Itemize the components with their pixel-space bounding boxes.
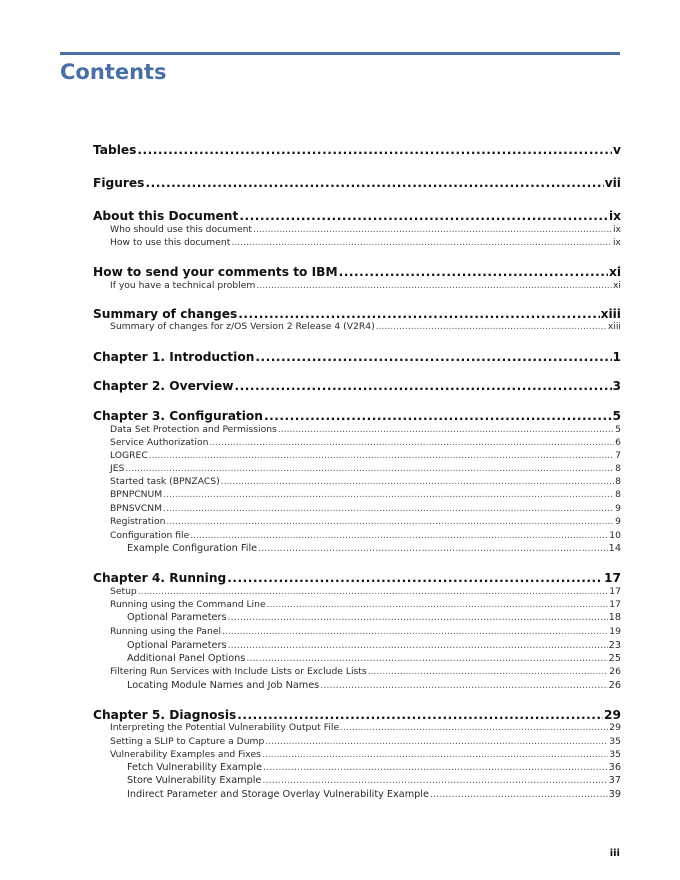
- toc-chapter-entry[interactable]: [93, 571, 621, 585]
- toc-section-entry[interactable]: [93, 749, 621, 760]
- toc-leader-dots: [166, 516, 614, 527]
- toc-leader-dots: [263, 762, 608, 773]
- page-number: iii: [609, 848, 620, 859]
- toc-leader-dots: [163, 503, 614, 514]
- toc-entry-label: Indirect Parameter and Storage Overlay Vulnerability Example: [127, 789, 429, 800]
- toc-entry-label: Started task (BPNZACS): [110, 476, 220, 487]
- toc-leader-dots: [231, 237, 612, 248]
- toc-section-entry[interactable]: [93, 450, 621, 461]
- toc-entry-page: 8: [615, 463, 621, 474]
- toc-entry-page: ix: [613, 224, 621, 235]
- toc-entry-page: 17: [609, 599, 621, 610]
- toc-leader-dots: [237, 708, 603, 722]
- toc-entry-page: 17: [604, 571, 621, 585]
- toc-entry-label: Interpreting the Potential Vulnerability Output File: [110, 722, 340, 733]
- toc-entry-label: Fetch Vulnerability Example: [127, 762, 263, 773]
- toc-entry-page: xi: [608, 265, 621, 279]
- toc-leader-dots: [430, 789, 608, 800]
- toc-entry-label: About this Document: [93, 209, 239, 223]
- toc-section-entry[interactable]: [93, 586, 621, 597]
- toc-subsection-entry[interactable]: [93, 543, 621, 554]
- toc-leader-dots: [376, 321, 607, 332]
- toc-entry-page: 10: [609, 530, 621, 541]
- toc-entry-label: Chapter 1. Introduction: [93, 350, 255, 364]
- toc-subsection-entry[interactable]: [93, 762, 621, 773]
- toc-entry-label: Registration: [110, 516, 166, 527]
- toc-chapter-entry[interactable]: [93, 143, 621, 157]
- toc-entry-page: 6: [615, 437, 621, 448]
- toc-entry-page: 9: [615, 503, 621, 514]
- toc-entry-label: Summary of changes: [93, 307, 238, 321]
- toc-entry-label: If you have a technical problem: [110, 280, 256, 291]
- toc-chapter-entry[interactable]: [93, 379, 621, 393]
- toc-section-entry[interactable]: [93, 476, 621, 487]
- toc-leader-dots: [238, 307, 599, 321]
- toc-leader-dots: [264, 409, 612, 423]
- toc-leader-dots: [190, 530, 608, 541]
- toc-subsection-entry[interactable]: [93, 612, 621, 623]
- toc-entry-label: JES: [110, 463, 125, 474]
- toc-leader-dots: [138, 586, 609, 597]
- toc-leader-dots: [255, 350, 611, 364]
- toc-leader-dots: [221, 476, 614, 487]
- toc-leader-dots: [265, 736, 608, 747]
- toc-subsection-entry[interactable]: [93, 680, 621, 691]
- toc-entry-page: xiii: [600, 307, 621, 321]
- toc-chapter-entry[interactable]: [93, 209, 621, 223]
- toc-entry-page: 35: [609, 736, 621, 747]
- toc-subsection-entry[interactable]: [93, 789, 621, 800]
- toc-leader-dots: [228, 612, 608, 623]
- toc-leader-dots: [267, 599, 609, 610]
- toc-entry-page: 19: [609, 626, 621, 637]
- toc-entry-page: 5: [612, 409, 621, 423]
- toc-section-entry[interactable]: [93, 503, 621, 514]
- toc-leader-dots: [145, 176, 603, 190]
- toc-leader-dots: [340, 722, 608, 733]
- toc-entry-page: v: [613, 143, 621, 157]
- toc-section-entry[interactable]: [93, 237, 621, 248]
- toc-entry-label: Vulnerability Examples and Fixes: [110, 749, 261, 760]
- toc-entry-page: 14: [608, 543, 621, 554]
- toc-leader-dots: [137, 143, 612, 157]
- toc-leader-dots: [256, 280, 612, 291]
- toc-leader-dots: [227, 571, 603, 585]
- toc-entry-label: Example Configuration File: [127, 543, 258, 554]
- toc-entry-label: Optional Parameters: [127, 612, 227, 623]
- toc-subsection-entry[interactable]: [93, 653, 621, 664]
- toc-leader-dots: [258, 543, 608, 554]
- toc-entry-page: 7: [615, 450, 621, 461]
- toc-entry-label: Additional Panel Options: [127, 653, 246, 664]
- page-title: Contents: [60, 60, 167, 84]
- toc-entry-page: 36: [608, 762, 621, 773]
- toc-entry-page: ix: [608, 209, 621, 223]
- toc-section-entry[interactable]: [93, 224, 621, 235]
- toc-entry-page: 3: [612, 379, 621, 393]
- toc-section-entry[interactable]: [93, 666, 621, 677]
- toc-section-entry[interactable]: [93, 736, 621, 747]
- toc-entry-page: 8: [615, 489, 621, 500]
- toc-entry-page: 39: [608, 789, 621, 800]
- toc-leader-dots: [239, 209, 608, 223]
- toc-entry-page: 25: [608, 653, 621, 664]
- toc-entry-page: 35: [609, 749, 621, 760]
- toc-entry-label: Setup: [110, 586, 137, 597]
- toc-entry-label: Figures: [93, 176, 145, 190]
- toc-leader-dots: [235, 379, 612, 393]
- toc-leader-dots: [222, 626, 608, 637]
- toc-entry-page: vii: [604, 176, 621, 190]
- toc-section-entry[interactable]: [93, 626, 621, 637]
- toc-entry-page: 17: [609, 586, 621, 597]
- toc-entry-label: How to use this document: [110, 237, 231, 248]
- toc-entry-label: Tables: [93, 143, 137, 157]
- toc-entry-label: Store Vulnerability Example: [127, 775, 262, 786]
- toc-leader-dots: [320, 680, 607, 691]
- toc-section-entry[interactable]: [93, 722, 621, 733]
- toc-leader-dots: [228, 640, 608, 651]
- toc-entry-label: Who should use this document: [110, 224, 253, 235]
- toc-entry-page: 9: [615, 516, 621, 527]
- toc-chapter-entry[interactable]: [93, 350, 621, 364]
- toc-entry-page: 18: [608, 612, 621, 623]
- toc-leader-dots: [246, 653, 607, 664]
- toc-entry-page: 8: [615, 476, 621, 487]
- toc-chapter-entry[interactable]: [93, 708, 621, 722]
- toc-subsection-entry[interactable]: [93, 775, 621, 786]
- toc-section-entry[interactable]: [93, 489, 621, 500]
- toc-entry-label: Data Set Protection and Permissions: [110, 424, 277, 435]
- toc-section-entry[interactable]: [93, 424, 621, 435]
- toc-leader-dots: [125, 463, 614, 474]
- toc-subsection-entry[interactable]: [93, 640, 621, 651]
- toc-leader-dots: [149, 450, 614, 461]
- toc-leader-dots: [253, 224, 612, 235]
- toc-leader-dots: [278, 424, 614, 435]
- toc-section-entry[interactable]: [93, 321, 621, 332]
- toc-entry-label: Optional Parameters: [127, 640, 227, 651]
- toc-section-entry[interactable]: [93, 530, 621, 541]
- toc-entry-label: Running using the Command Line: [110, 599, 266, 610]
- toc-leader-dots: [262, 775, 607, 786]
- toc-leader-dots: [339, 265, 608, 279]
- toc-leader-dots: [209, 437, 614, 448]
- toc-entry-page: xi: [613, 280, 621, 291]
- toc-entry-page: 29: [609, 722, 621, 733]
- toc-chapter-entry[interactable]: [93, 307, 621, 321]
- toc-section-entry[interactable]: [93, 280, 621, 291]
- toc-entry-label: Chapter 2. Overview: [93, 379, 234, 393]
- toc-entry-label: BPNPCNUM: [110, 489, 163, 500]
- toc-entry-page: xiii: [607, 321, 621, 332]
- toc-leader-dots: [163, 489, 614, 500]
- toc-chapter-entry[interactable]: [93, 265, 621, 279]
- toc-entry-label: Chapter 4. Running: [93, 571, 227, 585]
- toc-entry-label: BPNSVCNM: [110, 503, 163, 514]
- toc-entry-page: 29: [604, 708, 621, 722]
- toc-entry-label: How to send your comments to IBM: [93, 265, 338, 279]
- toc-section-entry[interactable]: [93, 516, 621, 527]
- toc-entry-label: LOGREC: [110, 450, 148, 461]
- toc-section-entry[interactable]: [93, 599, 621, 610]
- toc-entry-page: 5: [615, 424, 621, 435]
- toc-entry-label: Setting a SLIP to Capture a Dump: [110, 736, 265, 747]
- toc-entry-label: Chapter 3. Configuration: [93, 409, 263, 423]
- toc-entry-label: Running using the Panel: [110, 626, 222, 637]
- toc-leader-dots: [262, 749, 608, 760]
- toc-entry-page: 37: [608, 775, 621, 786]
- toc-entry-label: Locating Module Names and Job Names: [127, 680, 320, 691]
- toc-section-entry[interactable]: [93, 463, 621, 474]
- toc-entry-label: Configuration file: [110, 530, 190, 541]
- toc-leader-dots: [368, 666, 609, 677]
- toc-entry-label: Service Authorization: [110, 437, 209, 448]
- toc-entry-page: ix: [613, 237, 621, 248]
- toc-chapter-entry[interactable]: [93, 409, 621, 423]
- toc-entry-page: 23: [608, 640, 621, 651]
- toc-entry-page: 26: [608, 680, 621, 691]
- toc-entry-page: 1: [612, 350, 621, 364]
- toc-entry-label: Filtering Run Services with Include Lists or Exclude Lists: [110, 666, 367, 677]
- toc-chapter-entry[interactable]: [93, 176, 621, 190]
- toc-section-entry[interactable]: [93, 437, 621, 448]
- toc-entry-label: Chapter 5. Diagnosis: [93, 708, 237, 722]
- toc-entry-label: Summary of changes for z/OS Version 2 Release 4 (V2R4): [110, 321, 375, 332]
- toc-entry-page: 26: [609, 666, 621, 677]
- header-rule: [60, 52, 620, 55]
